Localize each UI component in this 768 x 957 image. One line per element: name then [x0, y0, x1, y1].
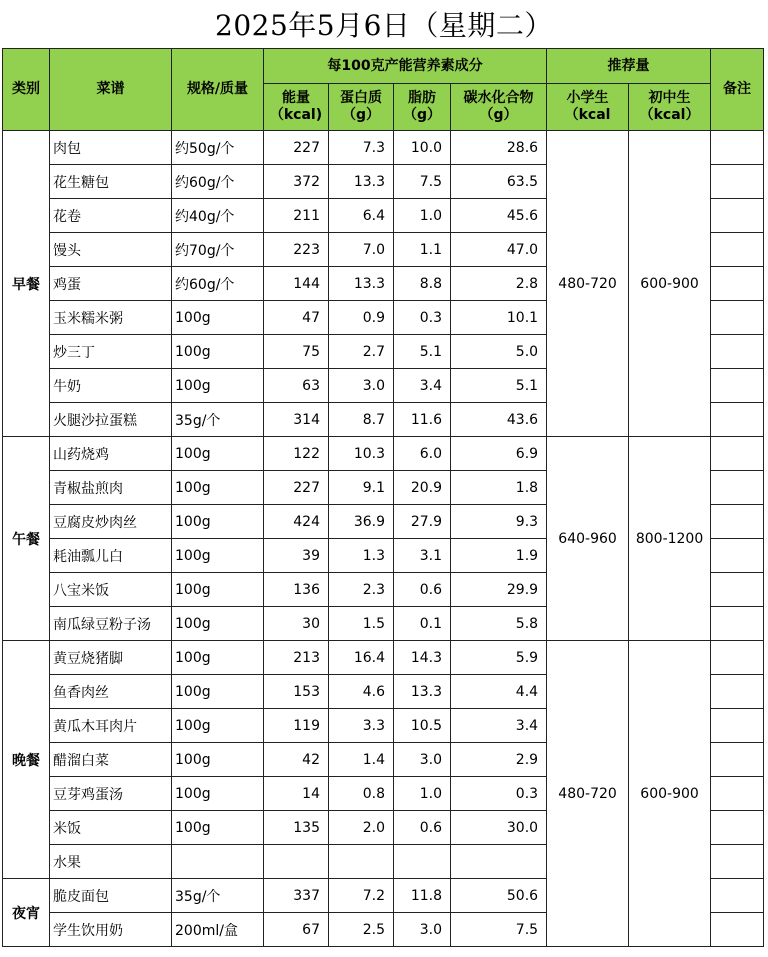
- header-protein: [329, 84, 394, 131]
- dish-name: 花卷: [50, 199, 172, 233]
- carb-value: 5.1: [451, 369, 547, 403]
- carb-value: 2.9: [451, 743, 547, 777]
- fat-value: 8.8: [394, 267, 451, 301]
- energy-value: 144: [264, 267, 329, 301]
- carb-value: [451, 845, 547, 879]
- dish-name: 肉包: [50, 131, 172, 165]
- dish-spec: 100g: [172, 811, 264, 845]
- note-cell: [711, 335, 764, 369]
- carb-value: 1.8: [451, 471, 547, 505]
- recommend-primary: 480-720: [547, 131, 629, 437]
- carb-value: 7.5: [451, 913, 547, 947]
- dish-spec: 100g: [172, 777, 264, 811]
- dish-name: 炒三丁: [50, 335, 172, 369]
- protein-value: 10.3: [329, 437, 394, 471]
- carb-value: 45.6: [451, 199, 547, 233]
- note-cell: [711, 369, 764, 403]
- fat-value: 0.3: [394, 301, 451, 335]
- dish-spec: 100g: [172, 369, 264, 403]
- protein-value: 2.3: [329, 573, 394, 607]
- dish-name: 鸡蛋: [50, 267, 172, 301]
- fat-value: 10.5: [394, 709, 451, 743]
- dish-spec: 100g: [172, 301, 264, 335]
- dish-name: 学生饮用奶: [50, 913, 172, 947]
- protein-value: 6.4: [329, 199, 394, 233]
- energy-value: 63: [264, 369, 329, 403]
- fat-value: 6.0: [394, 437, 451, 471]
- dish-spec: 35g/个: [172, 403, 264, 437]
- protein-value: 8.7: [329, 403, 394, 437]
- dish-spec: 100g: [172, 335, 264, 369]
- dish-name: 醋溜白菜: [50, 743, 172, 777]
- header-dish: 菜谱: [50, 49, 172, 131]
- header-fat-unit: （g）: [402, 107, 442, 123]
- carb-value: 29.9: [451, 573, 547, 607]
- carb-value: 5.8: [451, 607, 547, 641]
- energy-value: 372: [264, 165, 329, 199]
- energy-value: 136: [264, 573, 329, 607]
- protein-value: 16.4: [329, 641, 394, 675]
- dish-spec: 100g: [172, 539, 264, 573]
- header-junior: [629, 84, 711, 131]
- note-cell: [711, 233, 764, 267]
- note-cell: [711, 573, 764, 607]
- carb-value: 9.3: [451, 505, 547, 539]
- header-energy: [264, 84, 329, 131]
- dish-spec: 约60g/个: [172, 267, 264, 301]
- fat-value: 0.6: [394, 811, 451, 845]
- protein-value: 3.3: [329, 709, 394, 743]
- energy-value: 42: [264, 743, 329, 777]
- header-primary-unit: （kcal: [564, 107, 611, 123]
- dish-name: 火腿沙拉蛋糕: [50, 403, 172, 437]
- carb-value: 10.1: [451, 301, 547, 335]
- energy-value: 119: [264, 709, 329, 743]
- protein-value: 13.3: [329, 165, 394, 199]
- energy-value: 47: [264, 301, 329, 335]
- carb-value: 30.0: [451, 811, 547, 845]
- energy-value: 75: [264, 335, 329, 369]
- carb-value: 47.0: [451, 233, 547, 267]
- dish-name: 鱼香肉丝: [50, 675, 172, 709]
- dish-spec: 约60g/个: [172, 165, 264, 199]
- fat-value: 10.0: [394, 131, 451, 165]
- fat-value: 1.0: [394, 777, 451, 811]
- energy-value: 227: [264, 471, 329, 505]
- fat-value: [394, 845, 451, 879]
- dish-spec: 100g: [172, 743, 264, 777]
- header-category: 类别: [3, 49, 50, 131]
- carb-value: 2.8: [451, 267, 547, 301]
- fat-value: 20.9: [394, 471, 451, 505]
- dish-name: 花生糖包: [50, 165, 172, 199]
- protein-value: 4.6: [329, 675, 394, 709]
- note-cell: [711, 301, 764, 335]
- dish-spec: 100g: [172, 709, 264, 743]
- dish-name: 水果: [50, 845, 172, 879]
- header-energy-label: 能量: [282, 90, 310, 106]
- fat-value: 7.5: [394, 165, 451, 199]
- header-note: 备注: [711, 49, 764, 131]
- dish-name: 山药烧鸡: [50, 437, 172, 471]
- protein-value: 7.2: [329, 879, 394, 913]
- fat-value: 27.9: [394, 505, 451, 539]
- page-title: 2025年5月6日（星期二）: [215, 9, 553, 42]
- dish-spec: 100g: [172, 641, 264, 675]
- header-fat: [394, 84, 451, 131]
- recommend-primary: 480-720: [547, 641, 629, 947]
- carb-value: 1.9: [451, 539, 547, 573]
- dish-spec: 约50g/个: [172, 131, 264, 165]
- energy-value: 227: [264, 131, 329, 165]
- energy-value: 337: [264, 879, 329, 913]
- energy-value: 213: [264, 641, 329, 675]
- header-carb-label: 碳水化合物: [463, 90, 534, 106]
- protein-value: 2.5: [329, 913, 394, 947]
- recommend-junior: 600-900: [629, 131, 711, 437]
- dish-name: 南瓜绿豆粉子汤: [50, 607, 172, 641]
- dish-spec: 100g: [172, 607, 264, 641]
- header-protein-unit: （g）: [341, 107, 381, 123]
- meal-category: 午餐: [3, 437, 50, 641]
- carb-value: 5.0: [451, 335, 547, 369]
- header-energy-unit: （kcal): [269, 107, 323, 123]
- protein-value: 2.7: [329, 335, 394, 369]
- dish-spec: 100g: [172, 471, 264, 505]
- fat-value: 11.8: [394, 879, 451, 913]
- fat-value: 14.3: [394, 641, 451, 675]
- note-cell: [711, 641, 764, 675]
- note-cell: [711, 165, 764, 199]
- carb-value: 3.4: [451, 709, 547, 743]
- table-row: [3, 131, 764, 165]
- dish-spec: 100g: [172, 505, 264, 539]
- carb-value: 50.6: [451, 879, 547, 913]
- dish-name: 玉米糯米粥: [50, 301, 172, 335]
- header-nutrition-group: 每100克产能营养素成分: [264, 49, 547, 84]
- fat-value: 3.0: [394, 913, 451, 947]
- fat-value: 13.3: [394, 675, 451, 709]
- carb-value: 63.5: [451, 165, 547, 199]
- fat-value: 1.0: [394, 199, 451, 233]
- carb-value: 5.9: [451, 641, 547, 675]
- header-primary-label: 小学生: [566, 90, 609, 106]
- fat-value: 1.1: [394, 233, 451, 267]
- energy-value: 14: [264, 777, 329, 811]
- menu-table: [2, 48, 764, 947]
- meal-category: 夜宵: [3, 879, 50, 947]
- dish-spec: 200ml/盒: [172, 913, 264, 947]
- header-recommend-group: 推荐量: [547, 49, 711, 84]
- note-cell: [711, 913, 764, 947]
- protein-value: [329, 845, 394, 879]
- dish-name: 八宝米饭: [50, 573, 172, 607]
- dish-name: 脆皮面包: [50, 879, 172, 913]
- meal-category: 晚餐: [3, 641, 50, 879]
- fat-value: 3.0: [394, 743, 451, 777]
- note-cell: [711, 403, 764, 437]
- note-cell: [711, 437, 764, 471]
- fat-value: 5.1: [394, 335, 451, 369]
- dish-spec: 约40g/个: [172, 199, 264, 233]
- protein-value: 3.0: [329, 369, 394, 403]
- header-fat-label: 脂肪: [408, 90, 436, 106]
- protein-value: 9.1: [329, 471, 394, 505]
- note-cell: [711, 505, 764, 539]
- protein-value: 1.5: [329, 607, 394, 641]
- header-junior-unit: （kcal）: [639, 107, 700, 123]
- dish-spec: 35g/个: [172, 879, 264, 913]
- carb-value: 0.3: [451, 777, 547, 811]
- energy-value: 67: [264, 913, 329, 947]
- note-cell: [711, 675, 764, 709]
- dish-spec: [172, 845, 264, 879]
- dish-name: 馒头: [50, 233, 172, 267]
- table-row: [3, 437, 764, 471]
- carb-value: 43.6: [451, 403, 547, 437]
- protein-value: 0.8: [329, 777, 394, 811]
- note-cell: [711, 199, 764, 233]
- energy-value: 314: [264, 403, 329, 437]
- energy-value: 39: [264, 539, 329, 573]
- note-cell: [711, 471, 764, 505]
- menu-body: [3, 131, 764, 947]
- energy-value: 424: [264, 505, 329, 539]
- header-spec: 规格/质量: [172, 49, 264, 131]
- dish-spec: 约70g/个: [172, 233, 264, 267]
- carb-value: 28.6: [451, 131, 547, 165]
- carb-value: 6.9: [451, 437, 547, 471]
- dish-spec: 100g: [172, 573, 264, 607]
- header-carb: [451, 84, 547, 131]
- dish-name: 牛奶: [50, 369, 172, 403]
- fat-value: 11.6: [394, 403, 451, 437]
- dish-name: 黄豆烧猪脚: [50, 641, 172, 675]
- protein-value: 0.9: [329, 301, 394, 335]
- energy-value: 211: [264, 199, 329, 233]
- note-cell: [711, 267, 764, 301]
- note-cell: [711, 743, 764, 777]
- protein-value: 7.0: [329, 233, 394, 267]
- protein-value: 7.3: [329, 131, 394, 165]
- protein-value: 1.3: [329, 539, 394, 573]
- recommend-primary: 640-960: [547, 437, 629, 641]
- note-cell: [711, 879, 764, 913]
- note-cell: [711, 777, 764, 811]
- note-cell: [711, 811, 764, 845]
- fat-value: 3.4: [394, 369, 451, 403]
- dish-spec: 100g: [172, 675, 264, 709]
- carb-value: 4.4: [451, 675, 547, 709]
- note-cell: [711, 607, 764, 641]
- protein-value: 2.0: [329, 811, 394, 845]
- energy-value: 135: [264, 811, 329, 845]
- note-cell: [711, 845, 764, 879]
- header-carb-unit: （g）: [479, 107, 518, 123]
- dish-name: 豆芽鸡蛋汤: [50, 777, 172, 811]
- energy-value: 122: [264, 437, 329, 471]
- note-cell: [711, 539, 764, 573]
- header-junior-label: 初中生: [648, 90, 691, 106]
- dish-name: 耗油瓢儿白: [50, 539, 172, 573]
- protein-value: 1.4: [329, 743, 394, 777]
- fat-value: 3.1: [394, 539, 451, 573]
- fat-value: 0.6: [394, 573, 451, 607]
- fat-value: 0.1: [394, 607, 451, 641]
- dish-name: 青椒盐煎肉: [50, 471, 172, 505]
- energy-value: [264, 845, 329, 879]
- dish-name: 黄瓜木耳肉片: [50, 709, 172, 743]
- dish-name: 豆腐皮炒肉丝: [50, 505, 172, 539]
- recommend-junior: 800-1200: [629, 437, 711, 641]
- table-row: [3, 641, 764, 675]
- dish-name: 米饭: [50, 811, 172, 845]
- recommend-junior: 600-900: [629, 641, 711, 947]
- meal-category: 早餐: [3, 131, 50, 437]
- dish-spec: 100g: [172, 437, 264, 471]
- note-cell: [711, 131, 764, 165]
- energy-value: 223: [264, 233, 329, 267]
- energy-value: 30: [264, 607, 329, 641]
- note-cell: [711, 709, 764, 743]
- protein-value: 13.3: [329, 267, 394, 301]
- header-primary: [547, 84, 629, 131]
- header-protein-label: 蛋白质: [340, 90, 382, 106]
- energy-value: 153: [264, 675, 329, 709]
- protein-value: 36.9: [329, 505, 394, 539]
